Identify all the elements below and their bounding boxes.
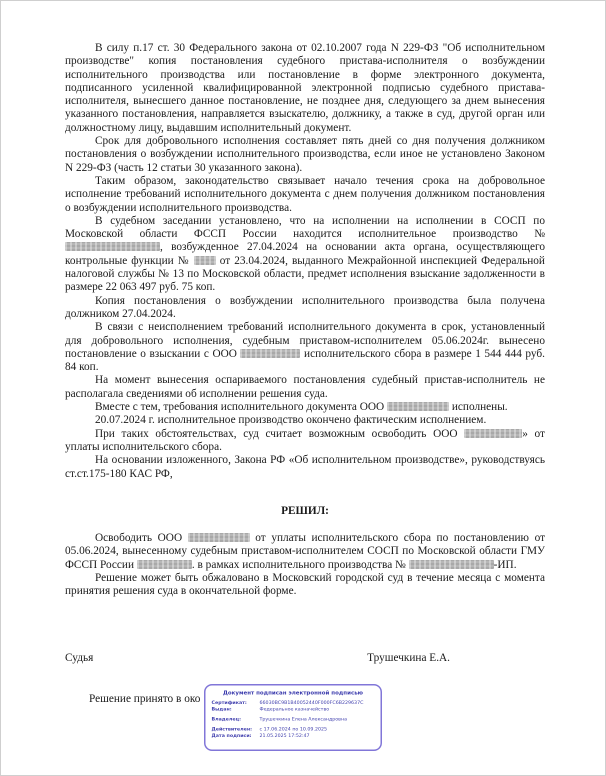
paragraph: В судебном заседании установлено, что на исполнении на исполнении в СОСП по Московской области ФССП России находится исполнительное производство № , возбужденное 27.04.2024 на основании акта органа, осуществляющего контрольные функции № от 23.04.2024, выданного Межрайонной инспекцией Федеральной налоговой службы № 13 по Московской области, предмет исполнения взыскание задолженности в размере 22 063 497 руб. 75 коп. [65, 214, 545, 294]
paragraph: В силу п.17 ст. 30 Федерального закона от 02.10.2007 года N 229-ФЗ "Об исполнительном производстве" копия постановления судебного пристава-исполнителя о возбуждении исполнительного производства или постановление в форме электронного документа, подписанного усиленной квалифицированной электронной подписью судебного пристава-исполнителя, вынесшего данное постановление, не позднее дня, следующего за днем вынесения указанного постановления, направляется взыскателю, должнику, а также в суд, другой орган или должностному лицу, выдавшим исполнительный документ. [65, 42, 545, 134]
paragraph: Освободить ООО от уплаты исполнительского сбора по постановлению от 05.06.2024, вынесенному судебным приставом-исполнителем СОСП по Московской области ГМУ ФССП России . в рамках исполнительного производства № -ИП. [65, 532, 546, 571]
paragraph: Копия постановления о возбуждении исполнительного производства была получена должником 27.04.2024. [65, 294, 545, 320]
paragraph: В связи с неисполнением требований исполнительного документа в срок, установленный для добровольного исполнения, судебным приставом-исполнителем 05.06.2024г. вынесено постановление о взыскании с ООО исполнительского сбора в размере 1 544 444 руб. 84 коп. [65, 321, 545, 374]
paragraph: Срок для добровольного исполнения составляет пять дней со дня получения должником постановления о возбуждении исполнительного производства, если иное не установлено Законом N 229-ФЗ (часть 12 статьи 30 указанного закона). [65, 135, 545, 174]
paragraph: Таким образом, законодательство связывает начало течения срока на добровольное исполнение требований исполнительного документа с днем получения должником постановления о возбуждении исполнительного производства. [65, 174, 545, 214]
electronic-signature-stamp [204, 684, 382, 751]
stamp-title: Документ подписан электронной подписью [222, 689, 364, 696]
redacted-text [65, 242, 160, 251]
owner-value: Трушечкина Елена Александровна [259, 716, 347, 722]
footer [65, 680, 545, 770]
redacted-text [240, 349, 300, 358]
redacted-text [137, 560, 192, 569]
paragraph: На основании изложенного, Закона РФ «Об исполнительном производстве», руководствуясь ст.ст.175-180 КАС РФ, [65, 454, 545, 480]
footer-note: Решение принято в око [89, 693, 201, 705]
paragraph: Решение может быть обжаловано в Московский городской суд в течение месяца с момента принятия решения суда в окончательной форме. [65, 571, 545, 598]
resolution-heading: РЕШИЛ: [281, 504, 329, 517]
judge-name: Трушечкина Е.А. [367, 652, 450, 664]
signature-row [65, 652, 545, 665]
signdate-value: 21.05.2025 17:52:47 [259, 733, 310, 739]
owner-label: Владелец: [211, 716, 241, 722]
stamp-owner-row [212, 716, 375, 723]
issuer-value: Федеральное казначейство [259, 706, 330, 712]
paragraph: 20.07.2024 г. исполнительное производство окончено фактическим исполнением. [95, 414, 487, 427]
redacted-text [387, 402, 449, 411]
document-body [65, 42, 545, 481]
redacted-text [409, 560, 494, 569]
paragraph: На момент вынесения оспариваемого постановления судебный пристав-исполнитель не располагала сведениями об исполнении решения суда. [65, 374, 545, 400]
certificate-label: Сертификат: [211, 700, 247, 706]
stamp-issuer-row [212, 706, 375, 713]
certificate-value: 66030BC9B1B40052440F000FC6B229637C [259, 700, 364, 706]
judge-label: Судья [65, 652, 94, 664]
validity-label: Действителен: [211, 726, 253, 732]
document-content [65, 42, 545, 599]
stamp-signdate-row [212, 733, 375, 740]
issuer-label: Выдан: [211, 706, 232, 712]
redacted-text [464, 429, 522, 438]
redacted-text [188, 533, 250, 542]
redacted-text [194, 256, 216, 265]
validity-value: с 17.06.2024 по 10.09.2025 [259, 726, 328, 732]
paragraph: Вместе с тем, требования исполнительного документа ООО исполнены. [95, 401, 508, 414]
stamp-body [204, 684, 382, 751]
resolution-body [65, 532, 545, 598]
paragraph: При таких обстоятельствах, суд считает возможным освободить ООО » от уплаты исполнительского сбора. [65, 427, 545, 453]
signdate-label: Дата подписи: [211, 733, 252, 739]
